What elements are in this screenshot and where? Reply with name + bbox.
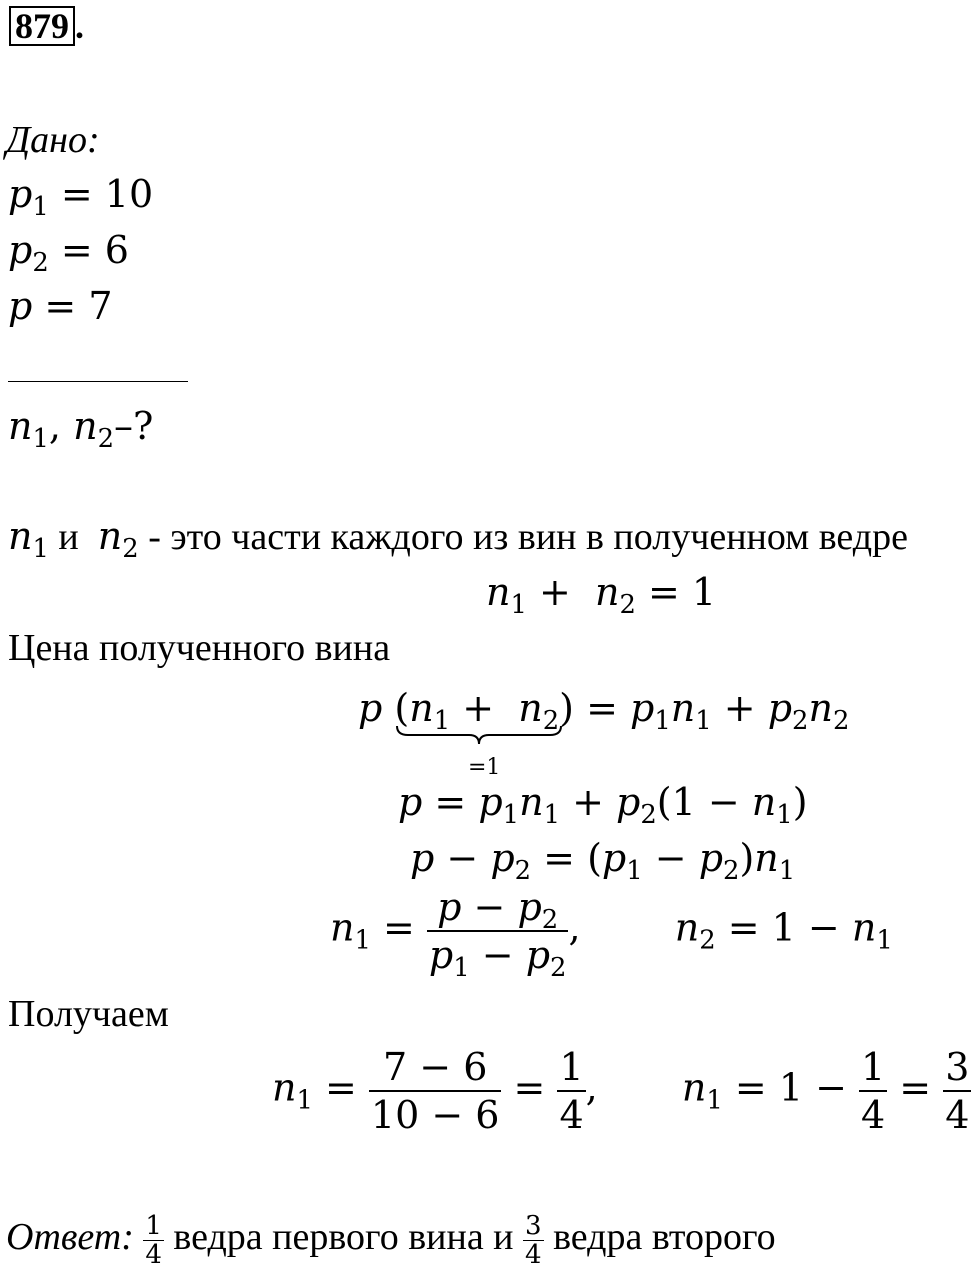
find-line: $n_1$, $n_2-$?	[8, 404, 154, 454]
answer-frac2-den: 4	[525, 1240, 542, 1270]
given-p: p = 7	[8, 284, 113, 328]
underbraced-group: $(n_1 + n_2)$ =1	[394, 686, 574, 730]
answer-text-first: ведра первого вина и	[173, 1216, 514, 1259]
num-four-b: 4	[859, 1090, 887, 1138]
num-seven: 7	[383, 1045, 408, 1089]
answer-fraction-2	[523, 1212, 544, 1269]
num-four-c: 4	[943, 1090, 971, 1138]
num-six-den: 6	[475, 1093, 500, 1137]
underbrace-icon	[394, 724, 564, 746]
get-heading: Получаем	[8, 993, 169, 1035]
num-one-b: 1	[861, 1045, 886, 1089]
equation-solution-numeric: $n_1$ = $\frac{7 - 6}{10 - 6}$ = $\frac{1}{4}$ , $n_1 = 1$ − $\frac{1}{4}$ = $\frac{3}{4}$	[272, 1045, 970, 1137]
parts-description: - это части каждого из вин в полученном ведре	[148, 516, 908, 558]
num-ten: 10	[370, 1093, 420, 1137]
num-one-num: 1	[559, 1045, 584, 1089]
answer-line	[6, 1212, 776, 1269]
numeric-fraction: $\frac{7 - 6}{10 - 6}$	[370, 1045, 500, 1137]
equation-rearranged: $p - p_2 = (p_1 - p_2)n_1$	[410, 836, 796, 886]
num-six: 6	[463, 1045, 488, 1089]
answer-label: Ответ:	[6, 1216, 134, 1259]
answer-text-second: ведра второго	[553, 1216, 776, 1259]
answer-frac2-num: 3	[525, 1211, 542, 1241]
equation-sum: $n_1 + n_2 = 1$	[486, 570, 717, 620]
p2-value: 6	[104, 228, 129, 272]
result-fraction-3	[943, 1044, 971, 1138]
price-heading: Цена полученного вина	[8, 627, 391, 669]
equation-solution-general: $n_1$ = $\frac{p - p_2}{p_1 - p_2}$ , $n_2 = 1 - n_1$	[330, 885, 893, 983]
equation-price: p $(n_1 + n_2)$ =1 = $p_1n_1 + p_2n_2$	[358, 686, 849, 730]
result-fraction-1	[557, 1044, 585, 1138]
find-mark: –?	[114, 404, 154, 448]
parts-and: и	[58, 516, 79, 558]
given-p2: $p_2 = 6$	[8, 228, 129, 278]
problem-number-box: 879	[9, 6, 75, 46]
answer-frac1-den: 4	[145, 1240, 162, 1270]
p1-value: 10	[104, 172, 154, 216]
answer-frac1-num: 1	[145, 1211, 162, 1241]
problem-number: 879 .	[9, 6, 84, 46]
underbrace-label: =1	[467, 755, 501, 780]
num-one: 1	[691, 570, 717, 614]
equation-substitute: $p = p_1n_1 + p_2(1 - n_1)$	[398, 780, 808, 830]
general-fraction: $\frac{p - p_2}{p_1 - p_2}$	[428, 885, 567, 983]
given-p1: $p_1 = 10$	[8, 172, 154, 222]
num-four-den: 4	[557, 1090, 585, 1138]
p-value: 7	[88, 284, 113, 328]
given-label: Дано:	[6, 119, 100, 161]
result-fraction-2	[859, 1044, 887, 1138]
answer-fraction-1	[143, 1212, 164, 1269]
given-divider	[8, 381, 188, 382]
parts-description-line: $n_1$ и $n_2$ - это части каждого из вин в полученном ведре	[8, 514, 908, 564]
num-three: 3	[945, 1045, 970, 1089]
